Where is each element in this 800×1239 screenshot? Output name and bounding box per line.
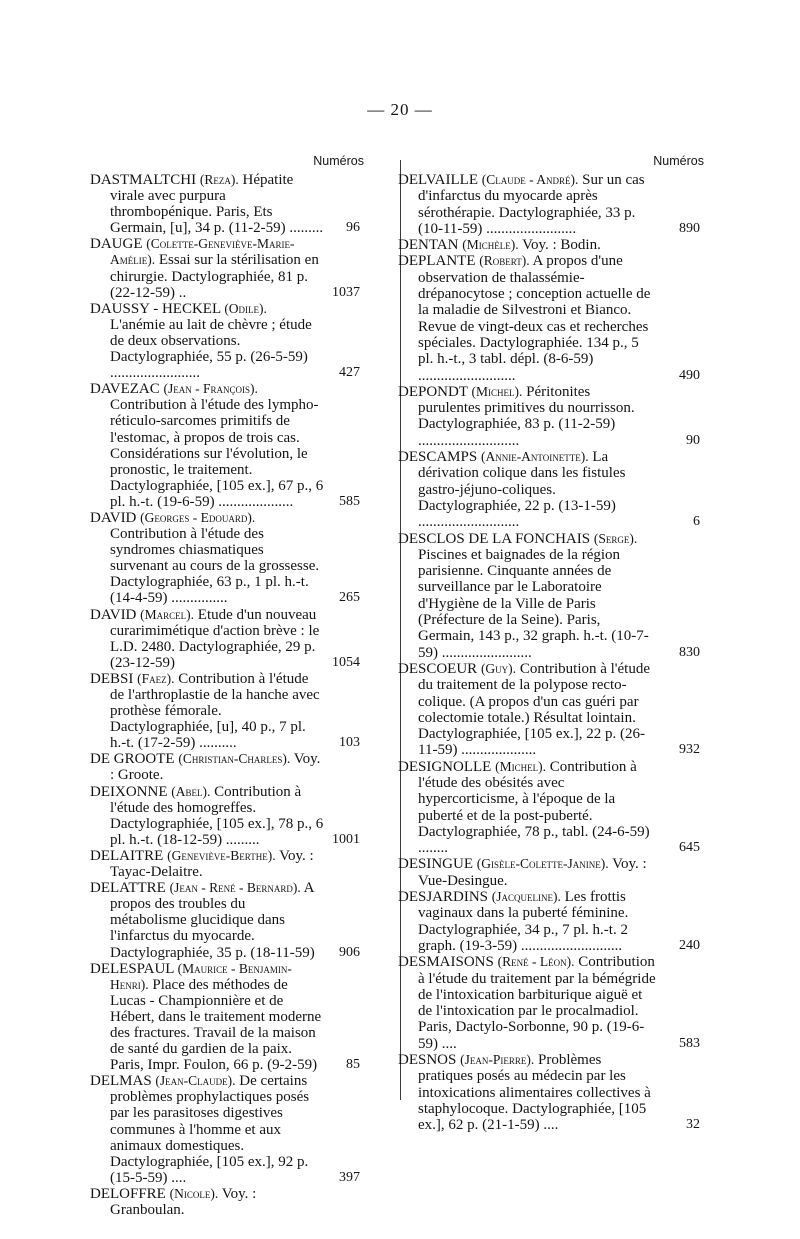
entry-surname: DEPONDT	[398, 383, 468, 400]
entry-surname: DE GROOTE	[90, 751, 175, 768]
entry-number: 932	[679, 742, 700, 758]
page-number: — 20 —	[367, 100, 433, 119]
entry-description: Contribution à l'étude des homogreffes. Dactylographiée, [105 ex.], 78 p., 6 pl. h.-t. (18-12-59) .........	[110, 783, 324, 848]
entry-number: 96	[346, 220, 360, 236]
entry-surname: DELOFFRE	[90, 1185, 166, 1202]
entry-surname: DASTMALTCHI	[90, 172, 197, 188]
entry-forename: (Robert).	[479, 253, 530, 269]
index-entry	[398, 172, 700, 237]
index-entry	[90, 880, 360, 961]
entry-surname: DESJARDINS	[398, 889, 489, 906]
index-entry	[398, 660, 700, 759]
entry-number: 32	[686, 1117, 700, 1133]
entry-description: Voy. : Tayac-Delaitre.	[110, 847, 314, 881]
entry-forename: (Marcel).	[140, 606, 195, 622]
entry-surname: DESCAMPS	[398, 449, 478, 466]
entry-surname: DAVID	[90, 606, 137, 623]
entry-surname: DELAITRE	[90, 847, 164, 864]
entry-surname: DAUGE	[90, 236, 143, 253]
entry-forename: (Jean-Claude).	[155, 1073, 236, 1089]
entry-description: Contribution à l'étude des obésités avec hypercorticisme, à l'époque de la puberté et de la post-puberté. Dactylographiée, 78 p., tabl. (24-6-59) ........	[418, 758, 650, 857]
entry-description: Sur un cas d'infarctus du myocarde après sérothérapie. Dactylographiée, 33 p. (10-11-59) ........................	[418, 172, 645, 237]
entry-forename: (Claude - André).	[481, 172, 579, 187]
index-entry	[398, 383, 700, 449]
entry-description: Contribution à l'étude des syndromes chiasmatiques survenant au cours de la grossesse. Dactylographiée, 63 p., 1 pl. h.-t. (14-4-59) ...............	[110, 526, 320, 607]
entry-number: 6	[693, 514, 700, 530]
entry-surname: DEPLANTE	[398, 253, 476, 270]
entry-description: Voy. : Granboulan.	[110, 1185, 257, 1218]
entry-forename: (Abel).	[171, 783, 211, 799]
entry-number: 265	[339, 590, 360, 606]
entry-number: 490	[679, 367, 700, 383]
entry-description: Etude d'un nouveau curarimimétique d'action brève : le L.D. 2480. Dactylographiée, 29 p. (23-12-59)	[110, 606, 320, 671]
entry-description: A propos des troubles du métabolisme glucidique dans l'infarctus du myocarde. Dactylographiée, 35 p. (18-11-59)	[110, 880, 315, 961]
entry-number: 397	[339, 1169, 360, 1185]
index-entry	[398, 449, 700, 531]
entry-number: 1054	[332, 654, 360, 670]
entry-description: Contribution à l'étude du traitement par la bémégride de l'intoxication barbiturique aiguë et de l'intoxication par le procalmadiol. Paris, Dactylo-Sorbonne, 90 p. (19-6-59) ....	[418, 954, 656, 1052]
entry-number: 103	[339, 735, 360, 751]
entry-forename: (Michèle).	[462, 237, 519, 253]
entry-number: 645	[679, 840, 700, 856]
entry-number: 583	[679, 1035, 700, 1051]
entry-description: Essai sur la stérilisation en chirurgie. Dactylographiée, 81 p. (22-12-59) ..	[110, 252, 319, 301]
entry-number: 1037	[332, 284, 360, 300]
entry-forename: (Gisèle-Colette-Janine).	[476, 856, 609, 872]
entry-description: Voy. : Bodin.	[522, 237, 601, 254]
entry-surname: DENTAN	[398, 237, 459, 254]
index-entry	[90, 1186, 324, 1218]
entry-number: 90	[686, 432, 700, 448]
index-entry	[398, 758, 700, 857]
left-column	[90, 150, 364, 1218]
entry-forename: (Annie-Antoinette).	[480, 449, 589, 465]
entry-description: Voy. : Vue-Desingue.	[418, 856, 647, 889]
entry-description: Contribution à l'étude du traitement de la polypose recto-colique. (A propos d'un cas guéri par colectomie totale.) Résultat lointain. Dactylographiée, [105 ex.], 22 p. (26-11-59) ....................	[418, 660, 650, 759]
index-entry	[398, 889, 700, 954]
index-entry	[90, 236, 360, 301]
entry-number: 1001	[332, 831, 360, 847]
entry-description: Contribution à l'étude de l'arthroplastie de la hanche avec prothèse fémorale. Dactylographiée, [u], 40 p., 7 pl. h.-t. (17-2-59) ..........	[110, 670, 320, 752]
entry-forename: (Christian-Charles).	[178, 751, 291, 767]
index-entry	[90, 960, 360, 1074]
column-header: Numéros	[313, 154, 364, 168]
column-header: Numéros	[653, 154, 704, 168]
entry-surname: DESINGUE	[398, 856, 473, 873]
entry-description: L'anémie au lait de chèvre ; étude de deux observations. Dactylographiée, 55 p. (26-5-59) ........................	[110, 316, 312, 382]
index-entry	[90, 783, 360, 848]
entry-description: Voy. : Groote.	[110, 751, 321, 784]
entry-forename: (Jean - François).	[163, 381, 258, 397]
entry-surname: DEIXONNE	[90, 783, 168, 800]
entry-forename: (Jean - René - Bernard).	[169, 880, 301, 896]
index-entry	[90, 848, 324, 880]
entry-description: De certains problèmes prophylactiques posés par les parasitoses digestives communes à l'homme et aux animaux domestiques. Dactylographiée, [105 ex.], 92 p. (15-5-59) ....	[110, 1073, 310, 1186]
entry-surname: DEBSI	[90, 670, 134, 687]
entry-forename: (Faez).	[137, 670, 175, 686]
entry-forename: (Serge).	[593, 530, 638, 546]
entry-forename: (Reza).	[199, 172, 239, 187]
entry-forename: (Michel).	[495, 758, 546, 774]
entry-forename: (Jacqueline).	[491, 889, 561, 905]
entry-number: 890	[679, 220, 700, 236]
entry-description: Péritonites purulentes primitives du nourrisson. Dactylographiée, 83 p. (11-2-59) ...........................	[418, 383, 635, 449]
entry-description: La dérivation colique dans les fistules gastro-jéjuno-coliques. Dactylographiée, 22 p. (13-1-59) ...........................	[418, 449, 626, 531]
index-entry	[90, 1073, 360, 1186]
entry-description: Hépatite virale avec purpura thrombopénique. Paris, Ets Germain, [u], 34 p. (11-2-59) .........	[110, 172, 324, 237]
entry-description: Place des méthodes de Lucas - Championnière et de Hébert, dans le traitement moderne des fractures. Travail de la maison de santé du gardien de la paix. Paris, Impr. Foulon, 66 p. (9-2-59)	[110, 976, 322, 1074]
entry-number: 585	[339, 493, 360, 509]
entry-surname: DESMAISONS	[398, 954, 494, 971]
entry-forename: (Georges - Edouard).	[140, 509, 256, 525]
entry-forename: (René - Léon).	[497, 954, 575, 970]
entry-description: A propos d'une observation de thalassémie-drépanocytose ; conception actuelle de la maladie de Silvestroni et Bianco. Revue de vingt-deux cas et recherches spéciales. Dactylographiée. 134 p., 5 pl. h.-t., 3 tabl. dépl. (8-6-59) ..........................	[418, 253, 651, 384]
index-entry	[398, 954, 700, 1052]
index-entry	[90, 300, 360, 382]
index-entry	[398, 1052, 700, 1134]
index-entry	[398, 856, 656, 889]
index-entry	[90, 751, 324, 783]
index-entry	[90, 381, 360, 510]
index-entry	[398, 237, 656, 253]
entry-number: 906	[339, 944, 360, 960]
entry-forename: (Maurice - Benjamin-Henri).	[110, 960, 292, 992]
index-entry	[90, 606, 360, 671]
entry-surname: DAVID	[90, 509, 137, 526]
entry-forename: (Michel).	[471, 383, 523, 399]
entry-forename: (Guy).	[480, 660, 517, 676]
entry-surname: DELMAS	[90, 1073, 152, 1090]
entry-surname: DAVEZAC	[90, 381, 160, 398]
entry-surname: DAUSSY - HECKEL	[90, 300, 221, 317]
entry-surname: DESCLOS DE LA FONCHAIS	[398, 530, 591, 547]
entry-forename: (Odile).	[224, 300, 267, 316]
entry-surname: DESNOS	[398, 1052, 457, 1069]
index-entry	[90, 509, 360, 607]
entry-description: Les frottis vaginaux dans la puberté féminine. Dactylographiée, 34 p., 7 pl. h.-t. 2 graph. (19-3-59) ...........................	[418, 889, 629, 954]
entry-surname: DELATTRE	[90, 880, 166, 897]
entry-forename: (Colette-Geneviève-Marie-Amélie).	[110, 236, 295, 268]
index-entry	[398, 530, 700, 661]
entry-description: Piscines et baignades de la région parisienne. Cinquante années de surveillance par le Laboratoire d'Hygiène de la Ville de Paris (Préfecture de la Seine). Paris, Germain, 143 p., 32 graph. h.-t. (10-7-59) ........................	[418, 546, 649, 661]
entry-surname: DELESPAUL	[90, 960, 174, 977]
index-entry	[90, 670, 360, 752]
entry-number: 85	[346, 1057, 360, 1073]
entry-surname: DELVAILLE	[398, 172, 478, 188]
entry-surname: DESIGNOLLE	[398, 758, 492, 775]
entry-surname: DESCOEUR	[398, 660, 478, 677]
right-column	[398, 150, 704, 1134]
entry-forename: (Nicole).	[169, 1185, 219, 1201]
entry-description: Problèmes pratiques posés au médecin par les intoxications alimentaires collectives à staphylocoque. Dactylographiée, [105 ex.], 62 p. (21-1-59) ....	[418, 1052, 651, 1134]
index-entry	[398, 253, 700, 384]
entry-number: 240	[679, 937, 700, 953]
index-entry	[90, 172, 360, 237]
entry-description: Contribution à l'étude des lympho-réticulo-sarcomes primitifs de l'estomac, à propos de trois cas. Considérations sur l'évolution, le pronostic, le traitement. Dactylographiée, [105 ex.], 67 p., 6 pl. h.-t. (19-6-59) ....................	[110, 397, 324, 510]
entry-forename: (Jean-Pierre).	[460, 1052, 535, 1068]
entry-number: 830	[679, 644, 700, 660]
entry-number: 427	[339, 365, 360, 381]
entry-forename: (Geneviève-Berthe).	[167, 847, 276, 863]
